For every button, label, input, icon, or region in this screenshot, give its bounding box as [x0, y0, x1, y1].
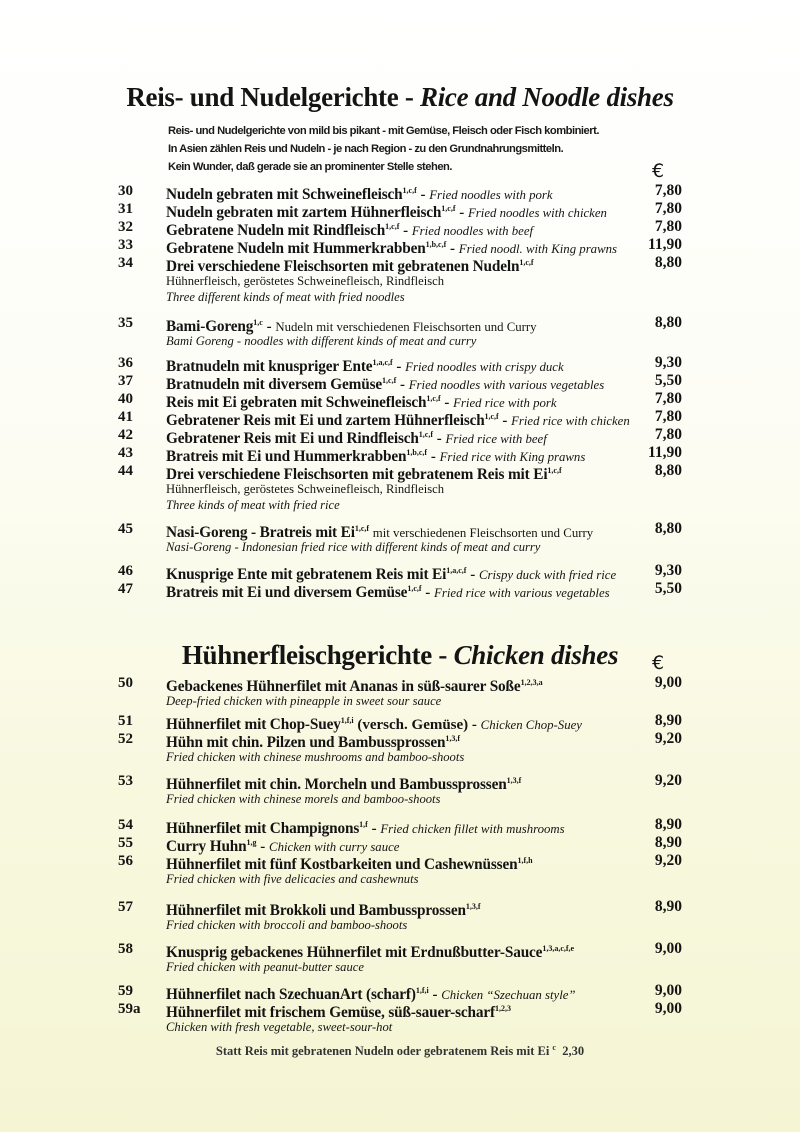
menu-item-english-name: Fried noodles with beef	[411, 224, 534, 238]
menu-item-english-description: Fried chicken with chinese mushrooms and bamboo-shoots	[166, 750, 465, 764]
menu-item-main-line	[0, 898, 800, 919]
menu-item-name-text: Bratreis mit Ei und Hummerkrabben	[166, 448, 407, 465]
menu-item-main-line	[0, 444, 800, 465]
menu-item-name-text: Gebratene Nudeln mit Hummerkrabben	[166, 240, 426, 257]
menu-item-price: 9,00	[654, 940, 682, 957]
menu-item	[0, 200, 800, 221]
menu-item-allergens: 1,c,f	[354, 524, 370, 533]
menu-item-price: 9,00	[654, 674, 682, 691]
rice-intro-line: In Asien zählen Reis und Nudeln - je nach Region - zu den Grundnahrungsmitteln.	[168, 143, 564, 155]
menu-item-number: 35	[118, 315, 133, 331]
menu-item-allergens: 1,f	[359, 820, 368, 829]
menu-item-allergens: 1,a,c,f	[446, 566, 467, 575]
menu-item-number: 55	[118, 835, 133, 851]
menu-item-allergens: 1,c,f	[547, 466, 562, 475]
menu-item-main-line	[0, 218, 800, 239]
menu-item-allergens: 1,2,3,a	[520, 678, 543, 687]
menu-item-english-name: Fried noodles with pork	[429, 188, 553, 202]
menu-item-english-name: Fried rice with chicken	[511, 414, 630, 428]
menu-item	[0, 218, 800, 239]
menu-item-separator: -	[256, 839, 270, 855]
menu-item-english-name: Fried chicken fillet with mushrooms	[380, 822, 565, 836]
menu-item-number: 51	[118, 713, 133, 729]
menu-item-name	[166, 584, 422, 601]
menu-item	[0, 562, 800, 583]
menu-item-number: 47	[118, 581, 133, 597]
menu-item-main-line	[0, 426, 800, 447]
menu-item-english-description: Nasi-Goreng - Indonesian fried rice with different kinds of meat and curry	[166, 540, 541, 554]
menu-item-price: 11,90	[647, 444, 682, 461]
chicken-title-en: Chicken dishes	[453, 640, 619, 670]
menu-item-main-line	[0, 520, 800, 541]
menu-item-name-text: Nasi-Goreng - Bratreis mit Ei	[166, 524, 355, 541]
menu-item-english-description: Fried chicken with chinese morels and bamboo-shoots	[166, 792, 441, 806]
side-dish-price: 2,30	[562, 1044, 585, 1058]
menu-item-english-description: Fried chicken with five delicacies and cashewnuts	[166, 872, 419, 886]
menu-item-number: 46	[118, 563, 133, 579]
menu-item-english-name: Chicken Chop-Suey	[480, 718, 582, 732]
rice-title-de: Reis- und Nudelgerichte	[126, 82, 399, 112]
menu-item-name-text: Bratnudeln mit diversem Gemüse	[166, 376, 383, 393]
menu-item-ingredients: Hühnerfleisch, geröstetes Schweinefleisch, Rindfleisch	[166, 482, 445, 496]
menu-item-name-text: Bratnudeln mit knuspriger Ente	[166, 358, 373, 375]
menu-item-price: 5,50	[654, 580, 682, 597]
menu-item-main-line	[0, 982, 800, 1003]
rice-title-sep: -	[398, 82, 421, 112]
menu-item-main-line	[0, 1000, 800, 1021]
menu-item-number: 40	[118, 391, 133, 407]
menu-item-english-name: Fried rice with pork	[453, 396, 557, 410]
menu-item-main-line	[0, 390, 800, 411]
menu-item	[0, 236, 800, 257]
menu-item	[0, 898, 800, 932]
menu-item-separator: -	[416, 187, 430, 203]
menu-item-number: 30	[118, 183, 133, 199]
menu-item-name-text: Knusprig gebackenes Hühnerfilet mit Erdnußbutter-Sauce	[166, 944, 543, 961]
menu-item-price: 8,90	[654, 834, 682, 851]
menu-item-allergens: 1,2,3	[495, 1004, 511, 1013]
menu-item	[0, 408, 800, 429]
menu-item-separator: -	[392, 359, 406, 375]
menu-item	[0, 674, 800, 708]
side-dish-text: Statt Reis mit gebratenen Nudeln oder gebratenem Reis mit Ei	[215, 1044, 550, 1058]
menu-item-separator: -	[455, 205, 468, 221]
menu-item-allergens: 1,c,f	[402, 186, 417, 195]
menu-item-price: 7,80	[654, 408, 682, 425]
menu-item	[0, 834, 800, 855]
menu-item-name-text: Bami-Goreng	[166, 318, 254, 335]
menu-item-number: 57	[118, 899, 133, 915]
menu-item	[0, 712, 800, 733]
menu-item-english-description: Three different kinds of meat with fried noodles	[166, 290, 405, 304]
menu-item-allergens: 1,c,f	[407, 584, 422, 593]
menu-item-price: 7,80	[654, 218, 682, 235]
menu-item-english-description: Fried chicken with broccoli and bamboo-shoots	[166, 918, 408, 932]
menu-item-english-description: Fried chicken with peanut-butter sauce	[166, 960, 364, 974]
menu-item-separator: -	[367, 821, 381, 837]
menu-item-english-name: Fried rice with various vegetables	[434, 586, 610, 600]
menu-item-number: 33	[118, 237, 133, 253]
menu-item-allergens: 1,c,f	[484, 412, 499, 421]
menu-item-allergens: 1,g	[246, 838, 257, 847]
menu-item-name-text: Bratreis mit Ei und diversem Gemüse	[166, 584, 408, 601]
rice-currency-symbol: €	[652, 160, 665, 182]
menu-item-allergens: 1,c,f	[519, 258, 534, 267]
menu-item-price: 7,80	[654, 426, 682, 443]
menu-item-main-line	[0, 200, 800, 221]
menu-item-main-line	[0, 940, 800, 961]
menu-item-number: 36	[118, 355, 133, 371]
menu-item-allergens: 1,3,f	[445, 734, 461, 743]
menu-item	[0, 372, 800, 393]
menu-item-price: 11,90	[647, 236, 682, 253]
menu-item-price: 9,20	[654, 772, 682, 789]
menu-item-separator: -	[433, 431, 446, 447]
menu-item-main-line	[0, 354, 800, 375]
menu-item-separator: (versch. Gemüse) -	[353, 717, 481, 733]
menu-item-number: 42	[118, 427, 133, 443]
menu-item-separator: -	[440, 395, 454, 411]
menu-item-price: 8,80	[654, 314, 682, 331]
menu-item-number: 56	[118, 853, 133, 869]
menu-item-english-name: Chicken with curry sauce	[269, 840, 400, 854]
menu-item-price: 7,80	[654, 390, 682, 407]
menu-item-name-text: Gebratener Reis mit Ei und Rindfleisch	[166, 430, 419, 447]
chicken-title-de: Hühnerfleischgerichte	[181, 640, 432, 670]
menu-item-separator: -	[446, 241, 459, 257]
menu-item-main-line	[0, 462, 800, 483]
menu-item-price: 5,50	[654, 372, 682, 389]
menu-item-number: 59	[118, 983, 133, 999]
menu-item	[0, 852, 800, 886]
menu-item-separator: -	[399, 223, 412, 239]
menu-item-main-line	[0, 772, 800, 793]
menu-item-separator: -	[428, 987, 442, 1003]
menu-item-price: 7,80	[654, 200, 682, 217]
menu-item-content	[166, 580, 610, 602]
menu-item-allergens: 1,c,f	[385, 222, 400, 231]
menu-item-price: 9,20	[654, 852, 682, 869]
menu-item-name-text: Hühnerfilet mit fünf Kostbarkeiten und Cashewnüssen	[166, 856, 518, 873]
menu-item-number: 43	[118, 445, 133, 461]
menu-item-name-text: Drei verschiedene Fleischsorten mit gebratenen Nudeln	[166, 258, 520, 275]
menu-item-number: 53	[118, 773, 133, 789]
chicken-title-sep: -	[431, 640, 454, 670]
menu-item-name-text: Nudeln gebraten mit zartem Hühnerfleisch	[166, 204, 442, 221]
menu-item-english-name: Crispy duck with fried rice	[478, 568, 617, 582]
menu-item-number: 45	[118, 521, 133, 537]
menu-item	[0, 390, 800, 411]
menu-item-price: 8,80	[654, 520, 682, 537]
menu-item-description: Nudeln mit verschiedenen Fleischsorten und Curry	[275, 320, 537, 334]
menu-item-allergens: 1,f,i	[415, 986, 429, 995]
chicken-section-title	[0, 640, 800, 671]
menu-item-allergens: 1,b,c,f	[425, 240, 447, 249]
menu-item-allergens: 1,a,c,f	[372, 358, 393, 367]
menu-item-name-text: Hühnerfilet mit frischem Gemüse, süß-sauer-scharf	[166, 1004, 495, 1021]
menu-item	[0, 772, 800, 806]
menu-item	[0, 520, 800, 554]
menu-item	[0, 314, 800, 348]
menu-item	[0, 354, 800, 375]
rice-title-en: Rice and Noodle dishes	[420, 82, 674, 112]
menu-item	[0, 254, 800, 304]
menu-item-english-name: Fried rice with beef	[445, 432, 547, 446]
menu-item-allergens: 1,3,a,c,f,e	[542, 944, 575, 953]
menu-item-number: 44	[118, 463, 133, 479]
menu-item-name-text: Curry Huhn	[166, 838, 247, 855]
menu-item	[0, 1000, 800, 1034]
menu-item-price: 8,80	[654, 254, 682, 271]
menu-item-name-text: Nudeln gebraten mit Schweinefleisch	[166, 186, 403, 203]
menu-item-english-description: Chicken with fresh vegetable, sweet-sour-hot	[166, 1020, 393, 1034]
menu-item-separator: -	[396, 377, 409, 393]
menu-item-english-name: Fried rice with King prawns	[439, 450, 586, 464]
menu-item-allergens: 1,f,h	[517, 856, 533, 865]
side-dish-allergen: c	[552, 1043, 556, 1052]
menu-item-price: 9,20	[654, 730, 682, 747]
menu-item-name-text: Drei verschiedene Fleischsorten mit gebratenem Reis mit Ei	[166, 466, 548, 483]
menu-item-separator: -	[262, 319, 276, 335]
menu-item-main-line	[0, 730, 800, 751]
menu-item-english-description: Bami Goreng - noodles with different kinds of meat and curry	[166, 334, 477, 348]
menu-item-main-line	[0, 562, 800, 583]
menu-item	[0, 730, 800, 764]
menu-item-english-description: Deep-fried chicken with pineapple in sweet sour sauce	[166, 694, 442, 708]
rice-section-title	[0, 82, 800, 113]
menu-item-main-line	[0, 674, 800, 695]
menu-item-english-description: Three kinds of meat with fried rice	[166, 498, 340, 512]
menu-item-allergens: 1,b,c,f	[406, 448, 428, 457]
menu-item-price: 8,90	[654, 898, 682, 915]
menu-item-separator: -	[466, 567, 479, 583]
menu-item	[0, 940, 800, 974]
menu-item-english-name: Chicken “Szechuan style”	[441, 988, 576, 1002]
menu-item-english-name: Fried noodles with crispy duck	[405, 360, 564, 374]
menu-item	[0, 462, 800, 512]
menu-item-price: 9,00	[654, 982, 682, 999]
menu-item-allergens: 1,c,f	[441, 204, 456, 213]
menu-item-price: 9,30	[654, 354, 682, 371]
menu-item-name-text: Reis mit Ei gebraten mit Schweinefleisch	[166, 394, 427, 411]
menu-item-name-text: Knusprige Ente mit gebratenem Reis mit Ei	[166, 566, 447, 583]
menu-item-separator: -	[427, 449, 440, 465]
menu-item-name-text: Hühnerfilet mit Brokkoli und Bambussprossen	[166, 902, 466, 919]
menu-item-number: 50	[118, 675, 133, 691]
menu-item	[0, 982, 800, 1003]
menu-item-allergens: 1,3,f	[506, 776, 522, 785]
menu-item-english-name: Fried noodles with chicken	[467, 206, 607, 220]
menu-item-price: 8,80	[654, 462, 682, 479]
menu-item-number: 58	[118, 941, 133, 957]
menu-item-main-line	[0, 712, 800, 733]
menu-item-number: 54	[118, 817, 133, 833]
menu-item-number: 32	[118, 219, 133, 235]
menu-item-allergens: 1,c	[253, 318, 263, 327]
menu-item-separator: -	[498, 413, 512, 429]
menu-item-price: 9,30	[654, 562, 682, 579]
menu-item-main-line	[0, 254, 800, 275]
menu-item-name-text: Hühnerfilet mit Chop-Suey	[166, 716, 341, 733]
rice-intro-line: Kein Wunder, daß gerade sie an prominenter Stelle stehen.	[168, 161, 453, 173]
menu-item	[0, 816, 800, 837]
menu-item-allergens: 1,f,i	[340, 716, 354, 725]
menu-item	[0, 580, 800, 601]
menu-item-main-line	[0, 408, 800, 429]
menu-item-english-name: Fried noodl. with King prawns	[458, 242, 617, 256]
menu-item-number: 34	[118, 255, 133, 271]
menu-item-main-line	[0, 372, 800, 393]
menu-item-name-text: Hühnerfilet nach SzechuanArt (scharf)	[166, 986, 416, 1003]
rice-intro	[168, 122, 599, 176]
menu-item-number: 41	[118, 409, 133, 425]
menu-item-name-text: Gebratener Reis mit Ei und zartem Hühnerfleisch	[166, 412, 485, 429]
menu-item-number: 37	[118, 373, 133, 389]
menu-item-main-line	[0, 852, 800, 873]
menu-item-name-text: Gebackenes Hühnerfilet mit Ananas in süß-saurer Soße	[166, 678, 521, 695]
menu-item-name-text: Hühn mit chin. Pilzen und Bambussprossen	[166, 734, 446, 751]
menu-item-separator: -	[421, 585, 435, 601]
menu-item-main-line	[0, 236, 800, 257]
menu-item	[0, 444, 800, 465]
menu-item-price: 8,90	[654, 712, 682, 729]
menu-item-price: 8,90	[654, 816, 682, 833]
menu-item-allergens: 1,c,f	[418, 430, 434, 439]
menu-item-allergens: 1,c,f	[382, 376, 397, 385]
menu-item-main-line	[0, 182, 800, 203]
menu-item-ingredients: Hühnerfleisch, geröstetes Schweinefleisch, Rindfleisch	[166, 274, 445, 288]
rice-intro-line: Reis- und Nudelgerichte von mild bis pikant - mit Gemüse, Fleisch oder Fisch kombiniert.	[168, 125, 599, 137]
menu-item-price: 9,00	[654, 1000, 682, 1017]
menu-item-main-line	[0, 580, 800, 601]
menu-item-description: mit verschiedenen Fleischsorten und Curry	[372, 526, 594, 540]
menu-item-main-line	[0, 314, 800, 335]
menu-item	[0, 426, 800, 447]
menu-item-name-text: Hühnerfilet mit Champignons	[166, 820, 360, 837]
side-dish-note	[0, 1043, 800, 1059]
menu-item-number: 31	[118, 201, 133, 217]
menu-item-name-text: Hühnerfilet mit chin. Morcheln und Bambussprossen	[166, 776, 507, 793]
menu-item-price: 7,80	[654, 182, 682, 199]
menu-item-main-line	[0, 816, 800, 837]
menu-item-allergens: 1,c,f	[426, 394, 441, 403]
menu-item-english-name: Fried noodles with various vegetables	[408, 378, 605, 392]
menu-item-allergens: 1,3,f	[465, 902, 481, 911]
menu-item-number: 52	[118, 731, 133, 747]
chicken-currency-symbol: €	[652, 652, 665, 674]
menu-item-name-text: Gebratene Nudeln mit Rindfleisch	[166, 222, 386, 239]
menu-item-number: 59a	[118, 1001, 141, 1017]
menu-item	[0, 182, 800, 203]
menu-item-main-line	[0, 834, 800, 855]
